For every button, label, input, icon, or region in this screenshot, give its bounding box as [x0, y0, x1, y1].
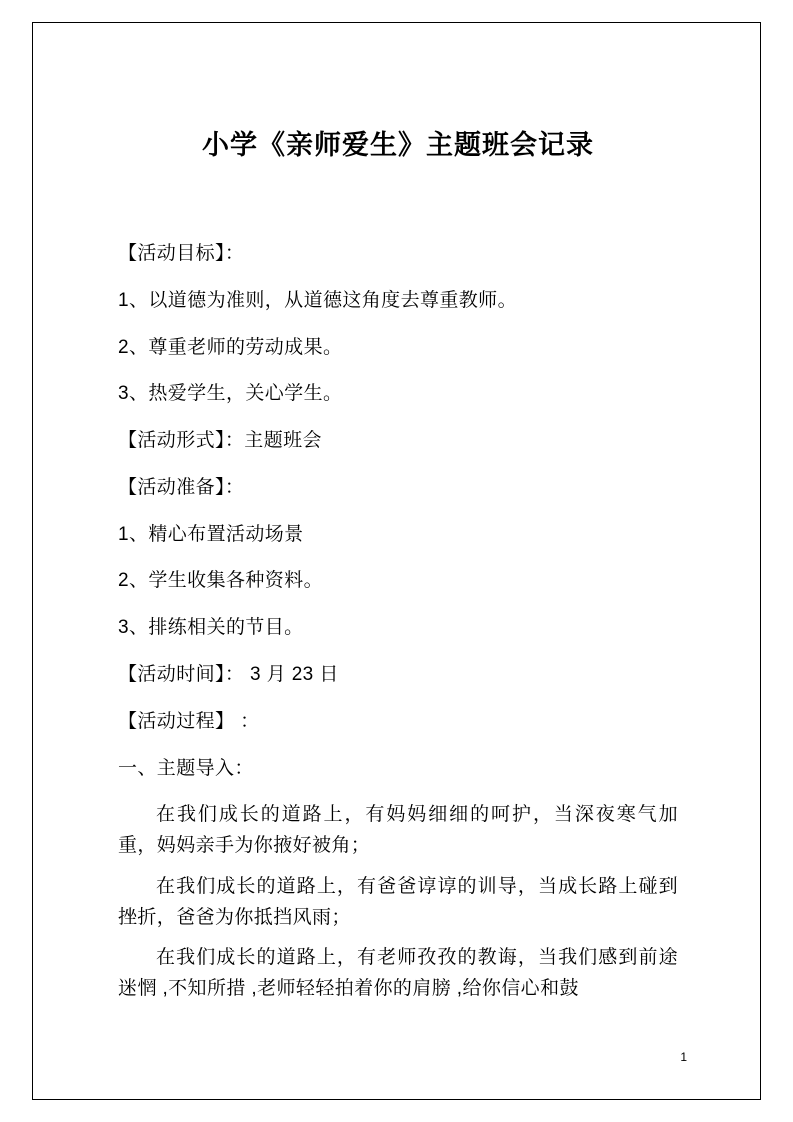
paragraph-activity-prep-heading: 【活动准备】： [118, 476, 245, 498]
paragraph-prep-2: 2、学生收集各种资料。 [118, 570, 323, 592]
paragraph-goal-2: 2、尊重老师的劳动成果。 [118, 336, 343, 358]
paragraph-body-father: 在我们成长的道路上，有爸爸谆谆的训导，当成长路上碰到挫折，爸爸为你抵挡风雨； [118, 875, 678, 928]
paragraph-prep-1: 1、精心布置活动场景 [118, 523, 304, 545]
page-number: 1 [680, 1050, 687, 1064]
paragraph-activity-time: 【活动时间】： 3 月 23 日 [118, 663, 339, 685]
document-body [118, 239, 678, 1005]
paragraph-goal-1: 1、以道德为准则，从道德这角度去尊重教师。 [118, 289, 517, 311]
page-title: 小学《亲师爱生》主题班会记录 [202, 130, 594, 160]
paragraph-activity-goals-heading: 【活动目标】： [118, 243, 245, 265]
paragraph-body-mother: 在我们成长的道路上，有妈妈细细的呵护，当深夜寒气加重，妈妈亲手为你掖好被角； [118, 804, 678, 857]
paragraph-goal-3: 3、热爱学生，关心学生。 [118, 383, 343, 405]
paragraph-activity-form: 【活动形式】：主题班会 [118, 430, 322, 452]
paragraph-activity-process-heading: 【活动过程】 ： [118, 710, 260, 732]
document-content [118, 60, 678, 1015]
paragraph-section-theme-intro: 一、主题导入： [118, 757, 254, 779]
paragraph-body-teacher: 在我们成长的道路上，有老师孜孜的教诲，当我们感到前途迷惘 ,不知所措 ,老师轻轻拍着你的肩膀 ,给你信心和鼓 [118, 947, 678, 1000]
paragraph-prep-3: 3、排练相关的节目。 [118, 617, 304, 639]
